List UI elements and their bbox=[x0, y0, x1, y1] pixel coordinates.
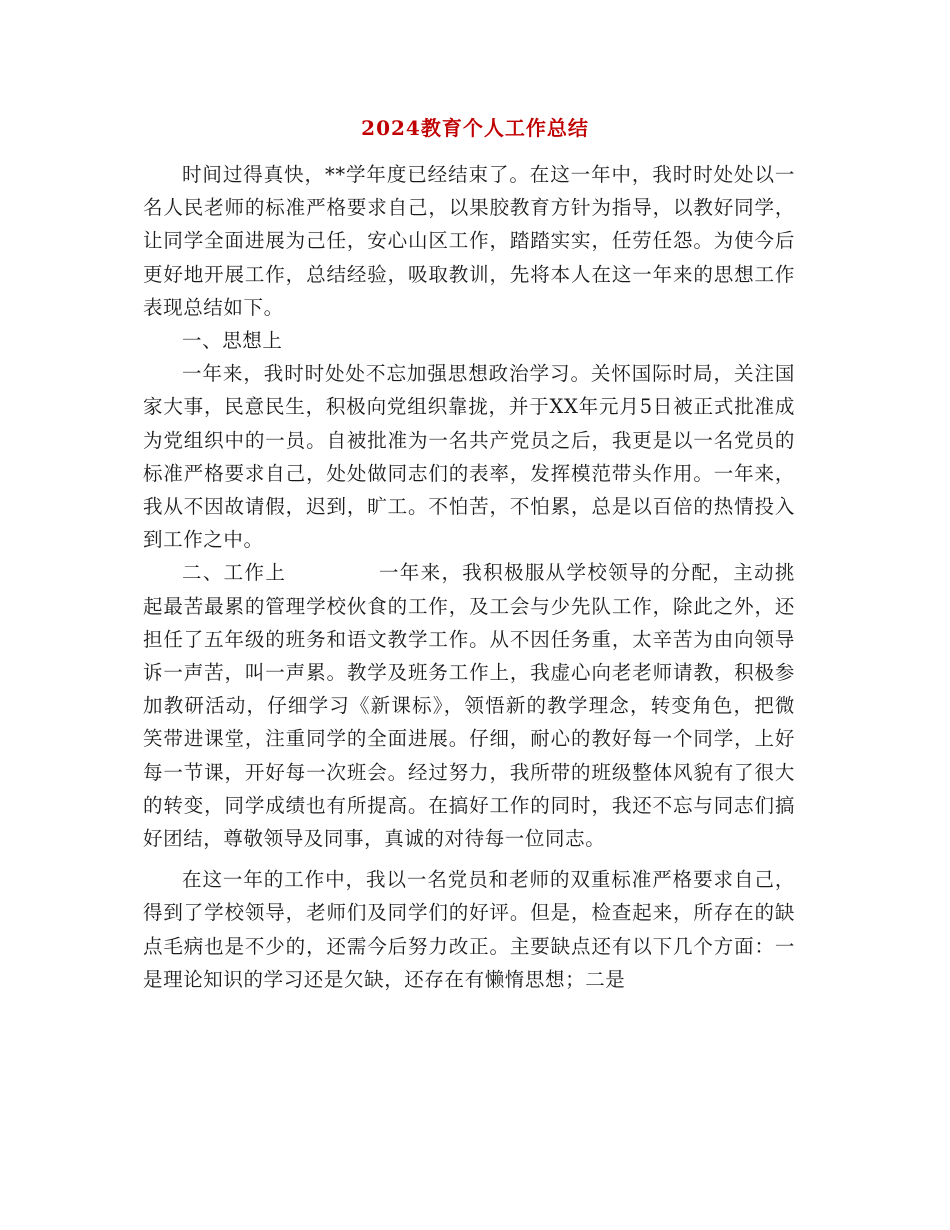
paragraph-section-2-text: 一年来，我积极服从学校领导的分配，主动挑起最苦最累的管理学校伙食的工作，及工会与少先队工作，除此之外，还担任了五年级的班务和语文教学工作。从不因任务重，太辛苦为由向领导诉一声苦，叫一声累。教学及班务工作上，我虚心向老老师请教，积极参加教研活动，仔细学习《新课标》，领悟新的教学理念，转变角色，把微笑带进课堂，注重同学的全面进展。仔细，耐心的教好每一个同学，上好每一节课，开好每一次班会。经过努力，我所带的班级整体风貌有了很大的转变，同学成绩也有所提高。在搞好工作的同时，我还不忘与同志们搞好团结，尊敬领导及同事，真诚的对待每一位同志。 bbox=[143, 561, 795, 851]
paragraph-section-2 bbox=[143, 556, 795, 855]
paragraph-intro: 时间过得真快，**学年度已经结束了。在这一年中，我时时处处以一名人民老师的标准严格要求自己，以果胶教育方针为指导，以教好同学，让同学全面进展为己任，安心山区工作，踏踏实实，任劳任怨。为使今后更好地开展工作，总结经验，吸取教训，先将本人在这一年来的思想工作表现总结如下。 bbox=[143, 163, 795, 319]
document-body bbox=[143, 158, 795, 996]
heading-section-1: 一、思想上 bbox=[182, 329, 283, 353]
document-title: 2024教育个人工作总结 bbox=[361, 116, 589, 140]
paragraph-section-1: 一年来，我时时处处不忘加强思想政治学习。关怀国际时局，关注国家大事，民意民生，积极向党组织靠拢，并于XX年元月5日被正式批准成为党组织中的一员。自被批准为一名共产党员之后，我更是以一名党员的标准严格要求自己，处处做同志们的表率，发挥模范带头作用。一年来，我从不因故请假，迟到，旷工。不怕苦，不怕累，总是以百倍的热情投入到工作之中。 bbox=[143, 362, 795, 552]
heading-section-2: 二、工作上 bbox=[182, 561, 287, 585]
paragraph-summary: 在这一年的工作中，我以一名党员和老师的双重标准严格要求自己，得到了学校领导，老师们及同学们的好评。但是，检查起来，所存在的缺点毛病也是不少的，还需今后努力改正。主要缺点还有以下几个方面：一是理论知识的学习还是欠缺，还存在有懒惰思想；二是 bbox=[143, 868, 795, 991]
